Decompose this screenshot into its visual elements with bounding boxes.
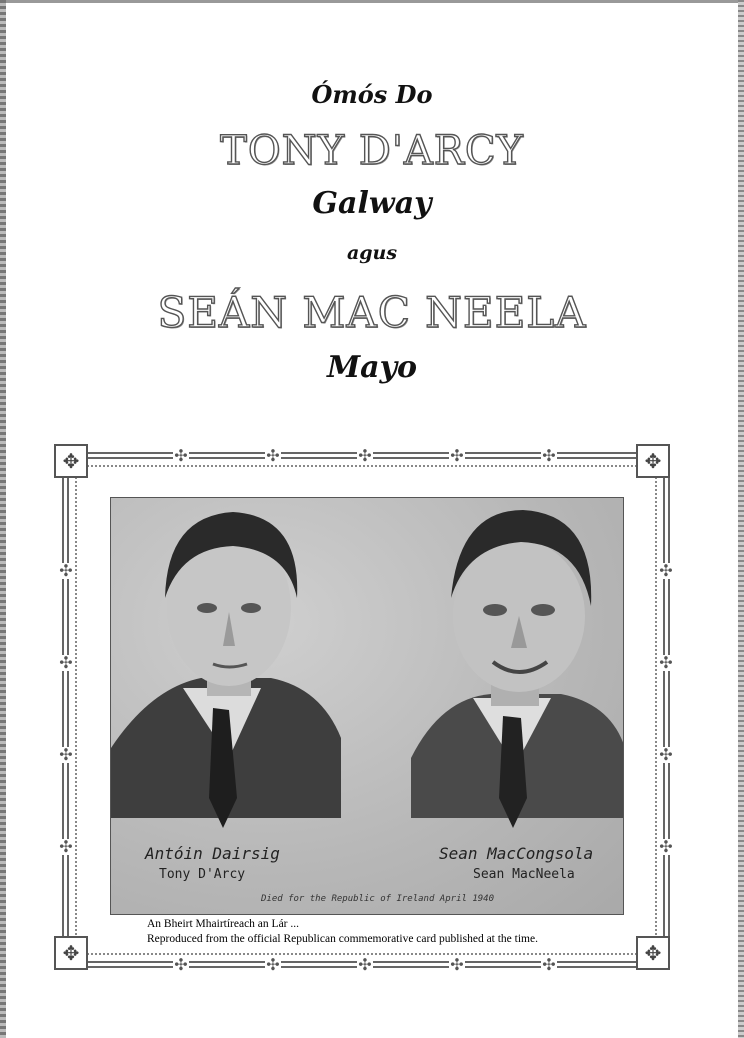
- border-knot-icon: ✣: [59, 653, 73, 672]
- left-signature-irish: Antóin Dairsig: [145, 844, 280, 863]
- left-signature-english: Tony D'Arcy: [159, 867, 246, 882]
- border-knot-icon: ✣: [59, 561, 73, 580]
- border-knot-icon: ✣: [659, 653, 673, 672]
- border-knot-icon: ✣: [659, 837, 673, 856]
- page-edge-top: [0, 0, 744, 3]
- border-knot-icon: ✣: [59, 837, 73, 856]
- portrait-sean-mac-neela: [411, 510, 624, 828]
- border-knot-icon: ✣: [59, 745, 73, 764]
- caption-irish: An Bheirt Mhairtíreach an Lár ...: [147, 918, 299, 930]
- border-knot-icon: ✣: [542, 955, 556, 974]
- border-knot-icon: ✣: [659, 745, 673, 764]
- border-knot-icon: ✣: [174, 446, 188, 465]
- border-knot-icon: ✣: [174, 955, 188, 974]
- commemorative-photo: [110, 497, 624, 915]
- caption-reproduced: Reproduced from the official Republican commemorative card published at the time.: [147, 933, 538, 945]
- county-mayo: Mayo: [326, 350, 418, 385]
- portrait-tony-darcy: [111, 512, 341, 828]
- right-signature-irish: Sean MacCongsola: [439, 844, 594, 863]
- border-knot-icon: ✣: [450, 446, 464, 465]
- border-knot-icon: ✣: [542, 446, 556, 465]
- county-galway: Galway: [312, 186, 432, 221]
- border-knot-icon: ✣: [358, 446, 372, 465]
- validation-line: Died for the Republic of Ireland April 1940: [261, 894, 494, 904]
- tribute-heading: Ómós Do: [311, 80, 433, 109]
- border-knot-icon: ✣: [358, 955, 372, 974]
- border-knot-icon: ✣: [266, 955, 280, 974]
- corner-knot-icon: ✥: [636, 936, 670, 970]
- border-knot-icon: ✣: [659, 561, 673, 580]
- corner-knot-icon: ✥: [54, 444, 88, 478]
- corner-knot-icon: ✥: [636, 444, 670, 478]
- name-tony-darcy: TONY D'ARCY: [220, 128, 524, 174]
- corner-knot-icon: ✥: [54, 936, 88, 970]
- name-sean-mac-neela: SEÁN MAC NEELA: [157, 288, 587, 337]
- conjunction-agus: agus: [346, 242, 398, 264]
- border-knot-icon: ✣: [450, 955, 464, 974]
- right-signature-english: Sean MacNeela: [473, 867, 575, 882]
- border-knot-icon: ✣: [266, 446, 280, 465]
